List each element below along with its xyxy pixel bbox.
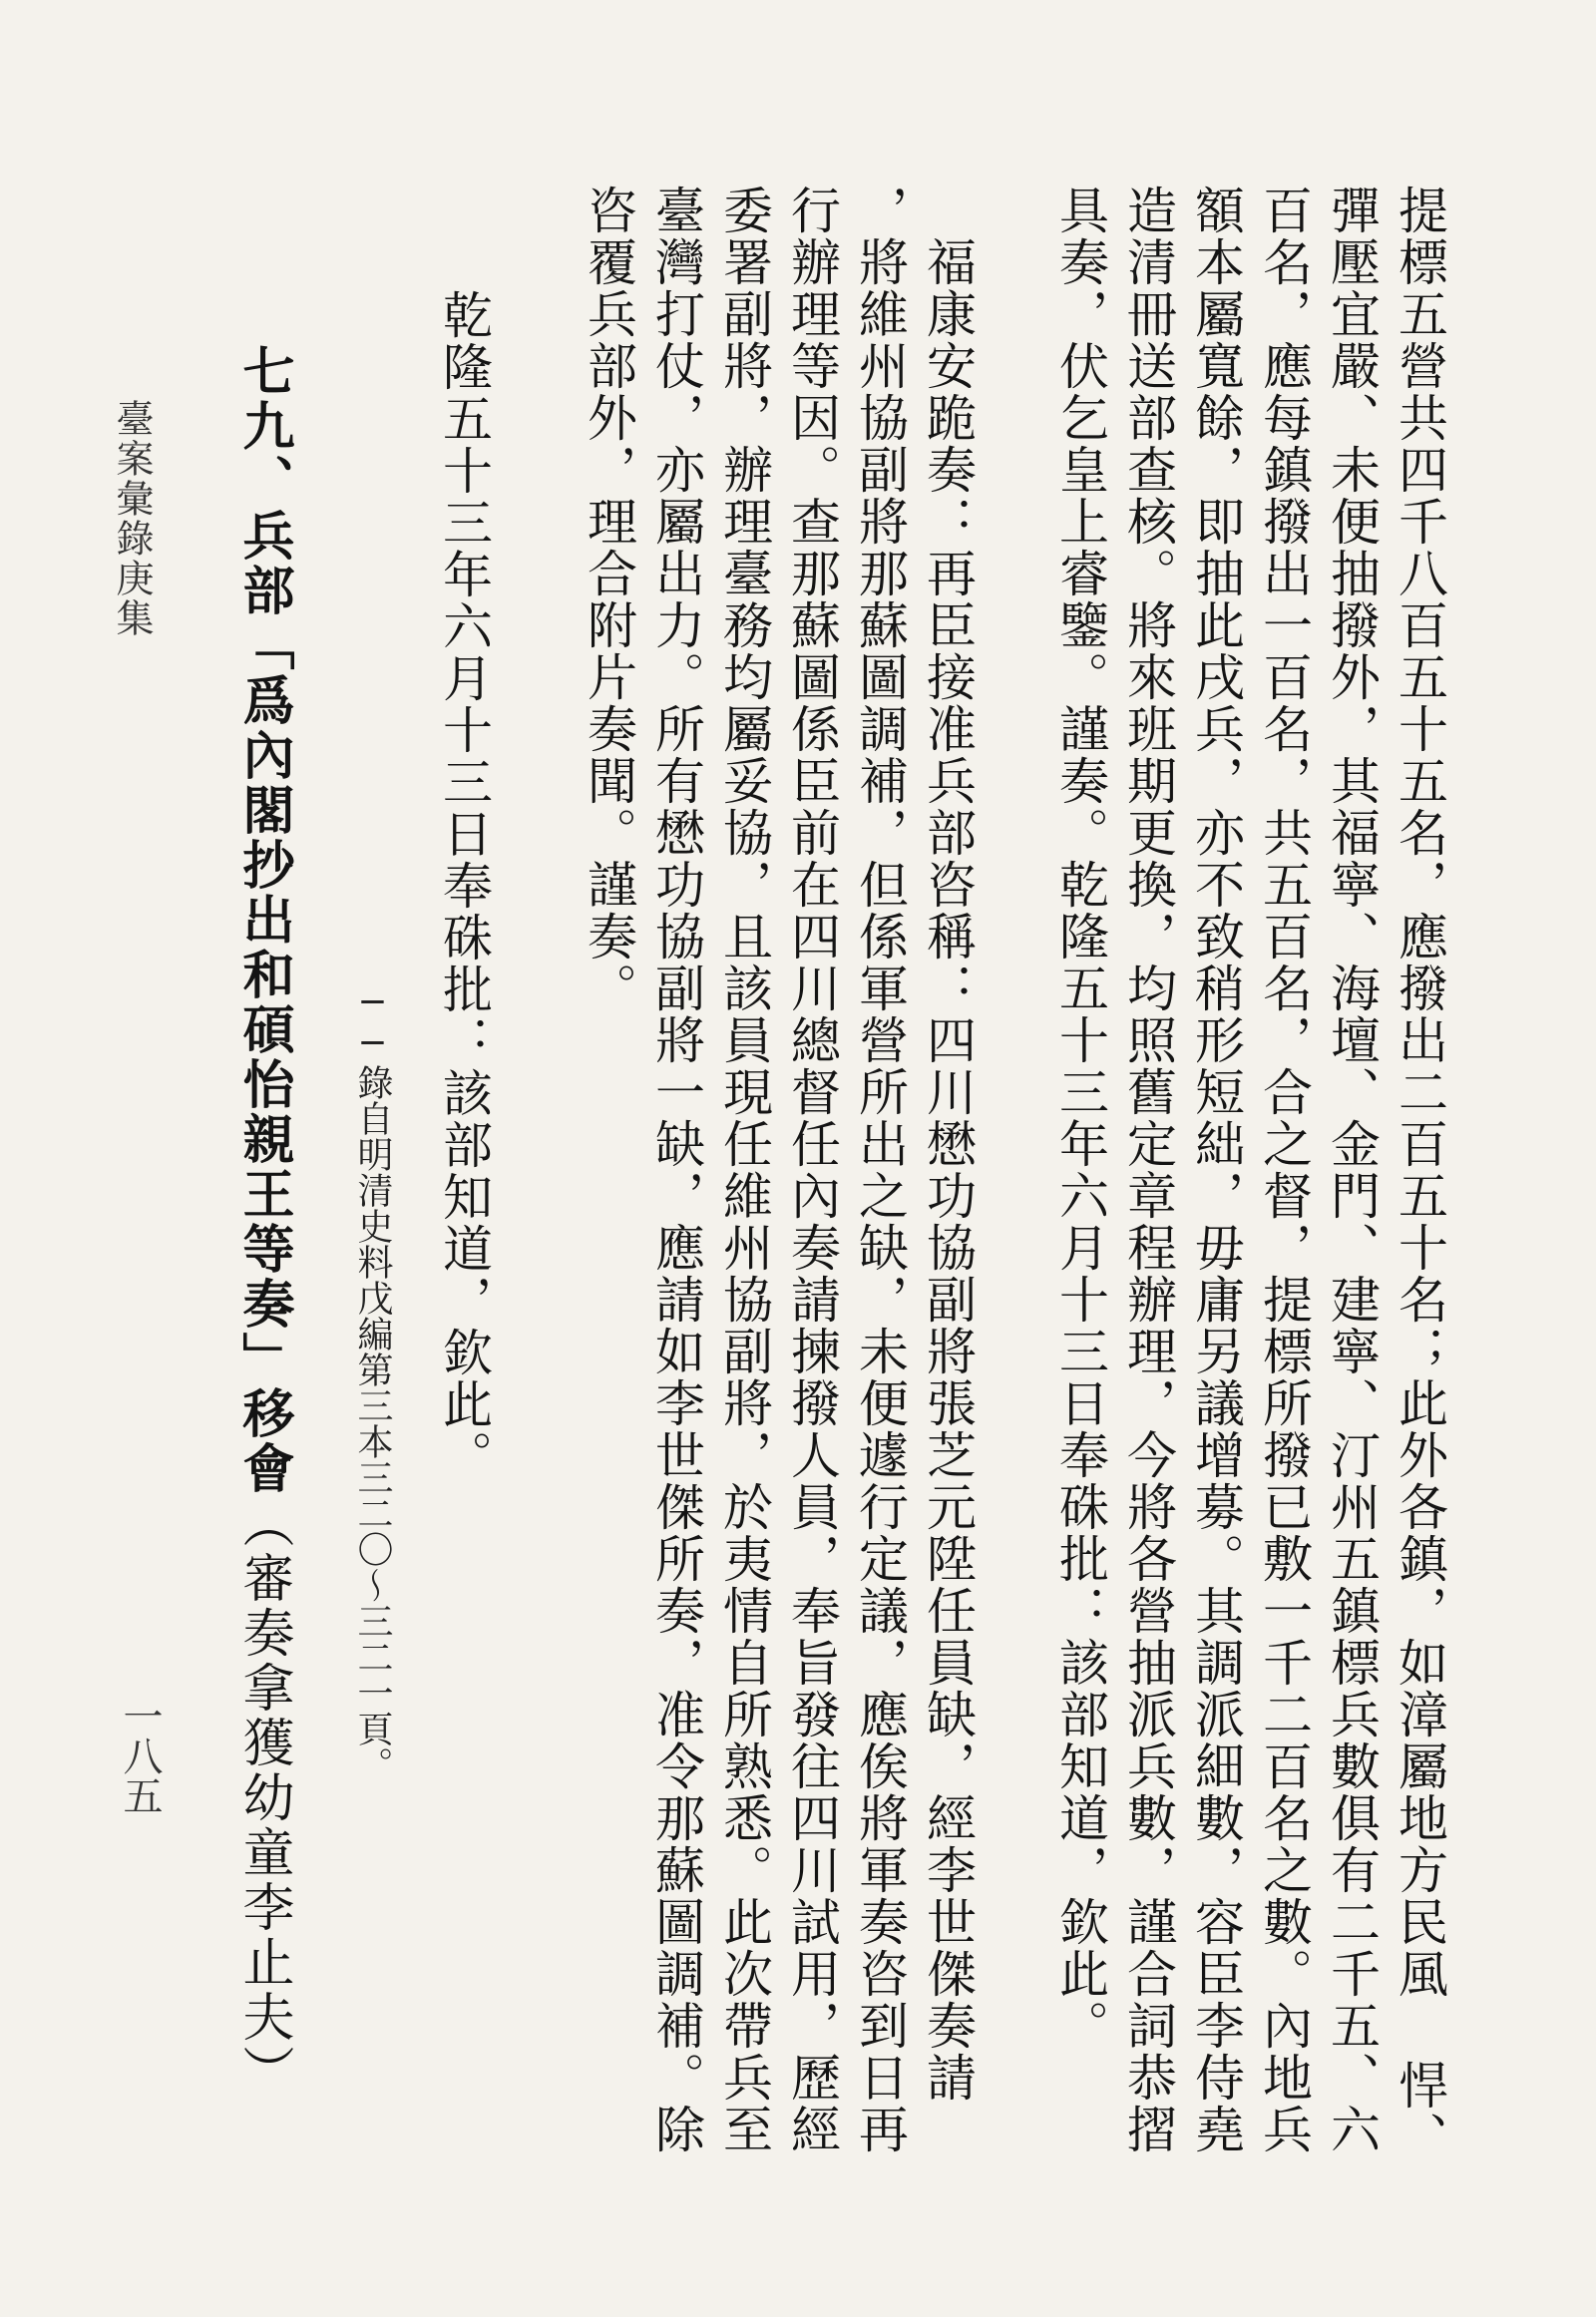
heading-subtitle: （審奏拿獲幼童李止夫） [233, 1496, 293, 2100]
text-column-10: 委署副將，辦理臺務均屬妥協，且該員現任維州協副將，於夷情自所熟悉。此次帶兵至 [715, 185, 773, 2155]
page-number: 一八五 [117, 1696, 163, 1815]
text-column-3: 百名，應每鎮撥出一百名，共五百名，合之督，提標所撥已敷一千二百名之數。內地兵 [1255, 185, 1313, 2155]
section-heading [233, 344, 294, 2100]
text-column-1: 提標五營共四千八百五十五名，應撥出二百五十名；此外各鎮，如漳屬地方民風 悍、 [1391, 185, 1448, 2163]
text-column-4: 額本屬寬餘，即抽此戌兵，亦不致稍形短絀，毋庸另議增募。其調派細數，容臣李侍堯 [1187, 185, 1245, 2155]
heading-number: 七九、 [233, 344, 294, 509]
date-line: 乾隆五十三年六月十三日奉硃批：該部知道，欽此。 [435, 289, 493, 1482]
text-column-9: 行辦理等因。查那蘇圖係臣前在四川總督任內奏請揀撥人員，奉旨發往四川試用，歷經 [783, 185, 841, 2155]
text-column-2: 彈壓宜嚴、未便抽撥外，其福寧、海壇、金門、建寧、汀州五鎮標兵數俱有二千五、六 [1323, 185, 1381, 2155]
text-column-7: 福康安跪奏：再臣接准兵部咨稱：四川懋功協副將張芝元陞任員缺，經李世傑奏請 [919, 185, 977, 2104]
text-column-12: 咨覆兵部外，理合附片奏聞。謹奏。 [580, 185, 637, 1014]
text-column-5: 造清冊送部查核。將來班期更換，均照舊定章程辦理，今將各營抽派兵數，謹合詞恭摺 [1119, 185, 1177, 2155]
text-column-11: 臺灣打仗，亦屬出力。所有懋功協副將一缺，應請如李世傑所奏，准令那蘇圖調補。除 [647, 185, 705, 2155]
heading-title: 兵部「爲內閣抄出和碩怡親王等奏」移會 [233, 509, 294, 1496]
running-title: 臺案彙錄庚集 [110, 399, 154, 638]
source-note: ──錄自明清史料戊編第三本三二〇～三二一頁。 [352, 982, 393, 1782]
text-column-6: 具奏，伏乞皇上睿鑒。謹奏。乾隆五十三年六月十三日奉硃批：該部知道，欽此。 [1051, 185, 1109, 2052]
text-column-8: ，將維州協副將那蘇圖調補，但係軍營所出之缺，未便遽行定議，應俟將軍奏咨到日再 [851, 185, 909, 2155]
